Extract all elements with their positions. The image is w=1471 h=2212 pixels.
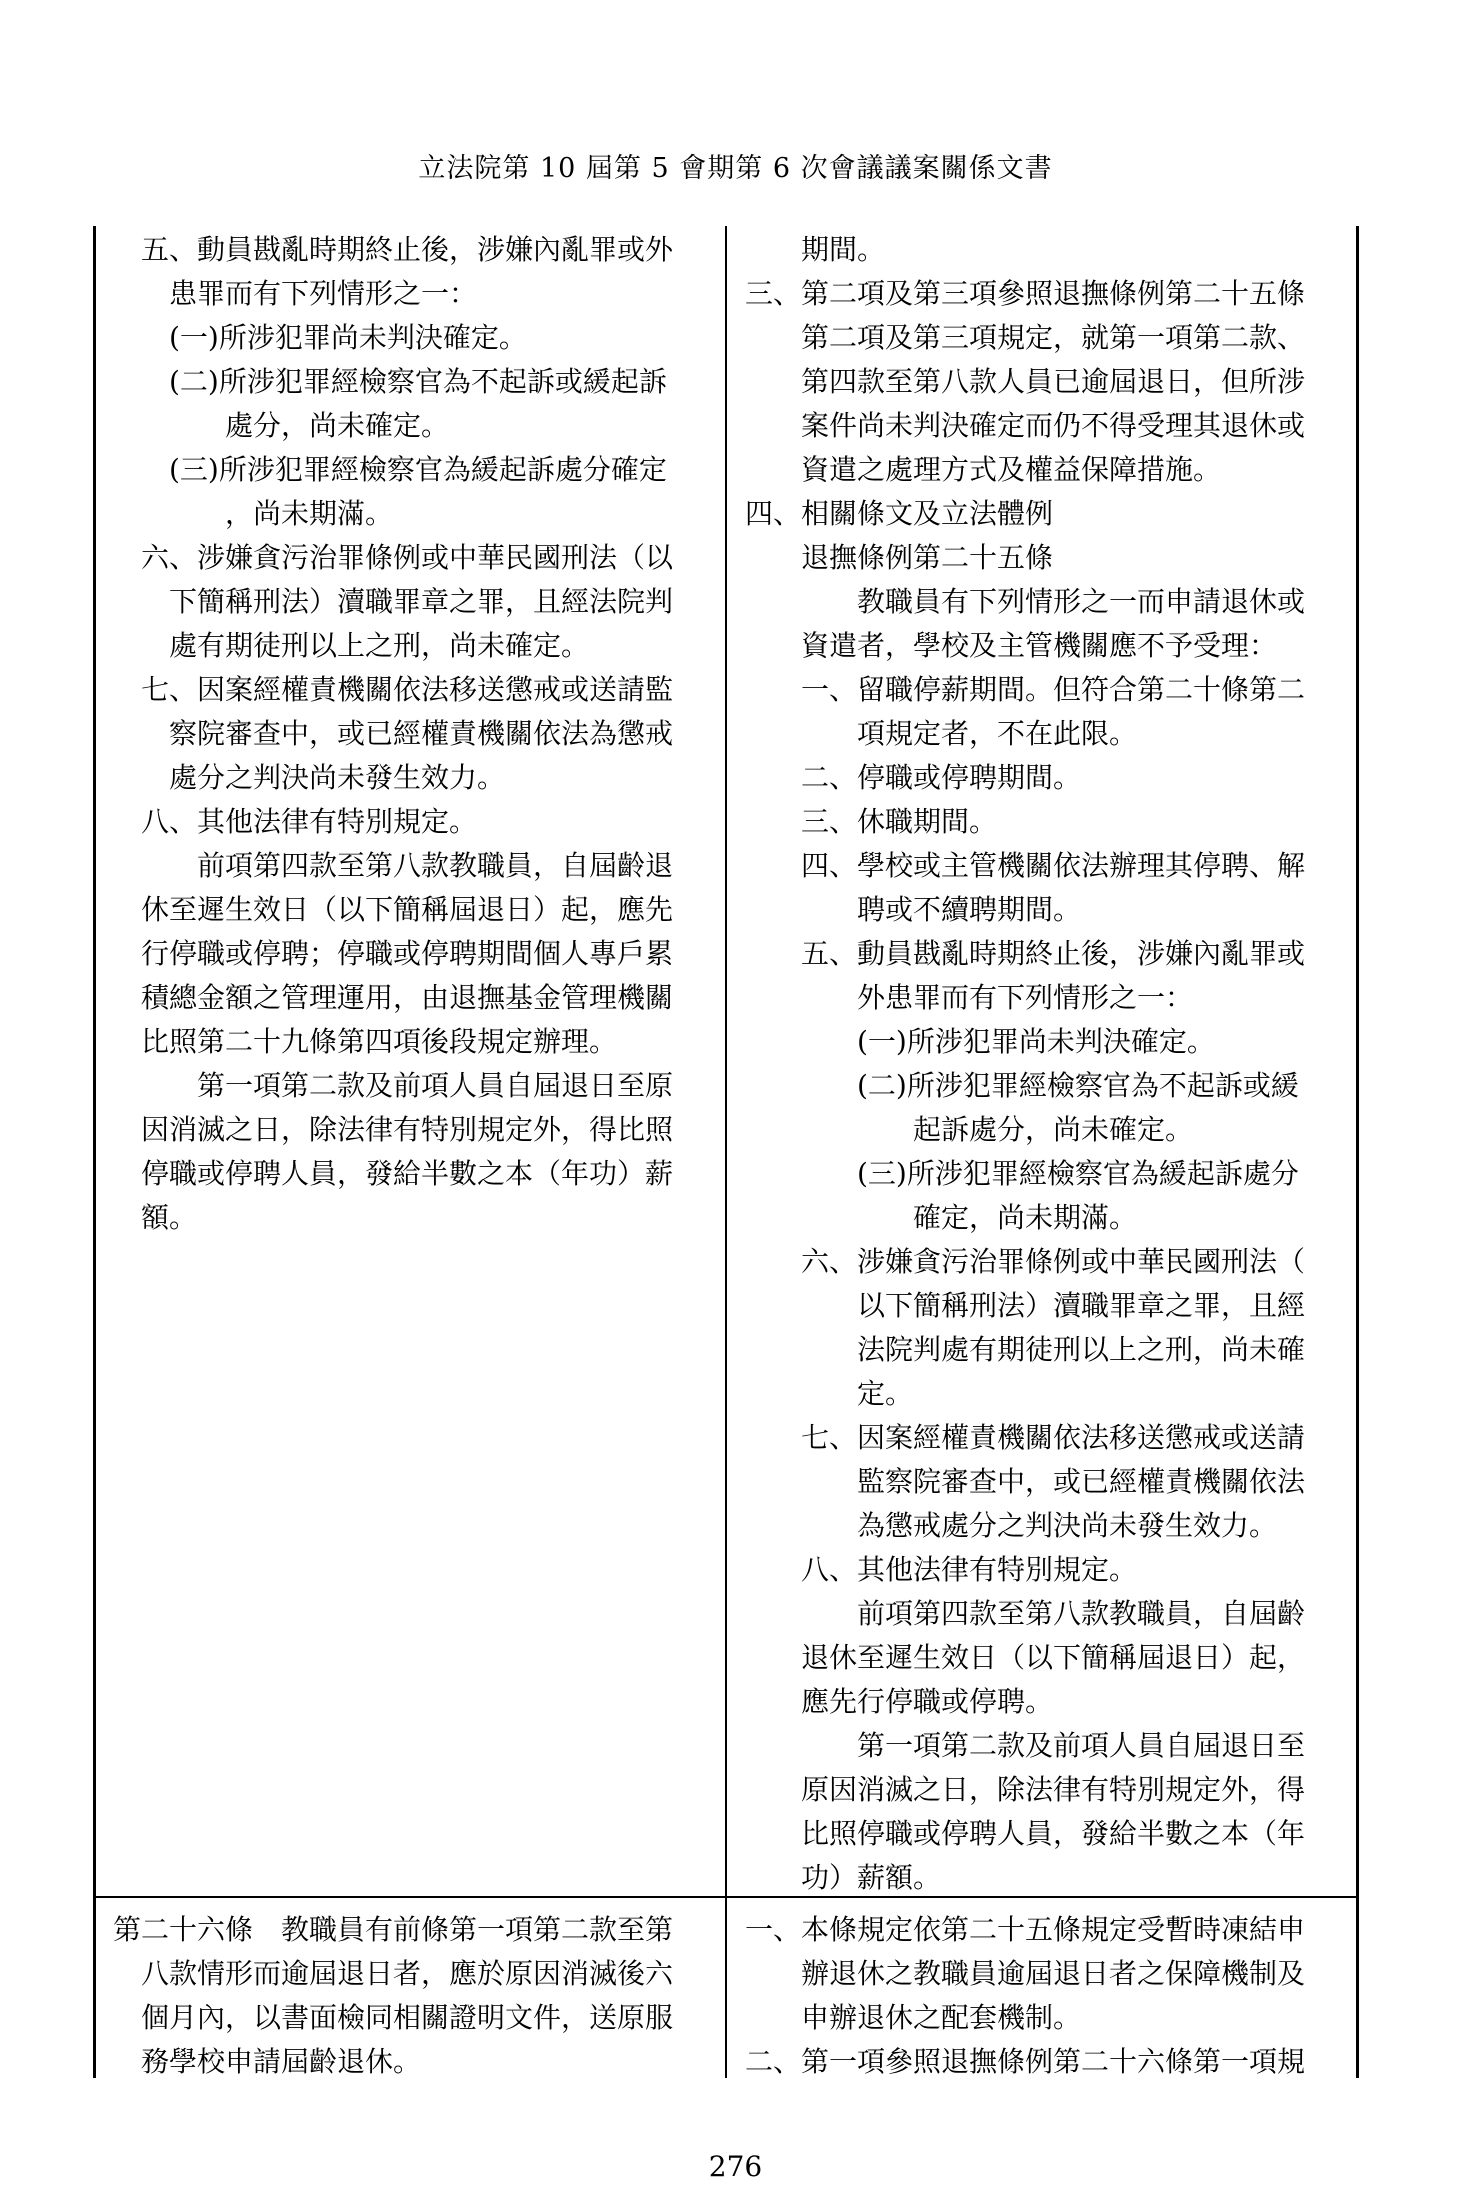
text-line: 七、因案經權責機關依法移送懲戒或送請監 <box>113 673 674 706</box>
text-line: 辦退休之教職員逾屆退日者之保障機制及 <box>745 1957 1306 1990</box>
text-line: 監察院審查中，或已經權責機關依法 <box>745 1465 1306 1498</box>
text-line: 確定，尚未期滿。 <box>745 1201 1138 1234</box>
text-line: ，尚未期滿。 <box>113 497 394 530</box>
table-right-border <box>1356 226 1359 2078</box>
text-line: 比照第二十九條第四項後段規定辦理。 <box>113 1025 618 1058</box>
text-line: 八款情形而逾屆退日者，應於原因消滅後六 <box>113 1957 674 1990</box>
text-line: 第一項第二款及前項人員自屆退日至原 <box>113 1069 674 1102</box>
text-line: 務學校申請屆齡退休。 <box>113 2045 422 2078</box>
text-line: 因消滅之日，除法律有特別規定外，得比照 <box>113 1113 674 1146</box>
text-line: 一、留職停薪期間。但符合第二十條第二 <box>745 673 1306 706</box>
text-line: 起訴處分，尚未確定。 <box>745 1113 1194 1146</box>
text-line: 比照停職或停聘人員，發給半數之本（年 <box>745 1817 1306 1850</box>
table-column-divider <box>725 226 727 2078</box>
text-line: 案件尚未判決確定而仍不得受理其退休或 <box>745 409 1306 442</box>
text-line: 處有期徒刑以上之刑，尚未確定。 <box>113 629 590 662</box>
text-line: 為懲戒處分之判決尚未發生效力。 <box>745 1509 1278 1542</box>
text-line: 行停職或停聘；停職或停聘期間個人專戶累 <box>113 937 674 970</box>
document-header: 立法院第 10 屆第 5 會期第 6 次會議議案關係文書 <box>418 153 1053 184</box>
text-line: 休至遲生效日（以下簡稱屆退日）起，應先 <box>113 893 674 926</box>
text-line: 資遣者，學校及主管機關應不予受理： <box>745 629 1278 662</box>
text-line: 六、涉嫌貪污治罪條例或中華民國刑法（ <box>745 1245 1306 1278</box>
text-line: 教職員有下列情形之一而申請退休或 <box>745 585 1306 618</box>
text-line: 期間。 <box>745 233 886 266</box>
text-line: 第四款至第八款人員已逾屆退日，但所涉 <box>745 365 1306 398</box>
explanation-cell-top <box>745 228 1341 1900</box>
text-line: 退休至遲生效日（以下簡稱屆退日）起， <box>745 1641 1306 1674</box>
text-line: 申辦退休之配套機制。 <box>745 2001 1082 2034</box>
text-line: 停職或停聘人員，發給半數之本（年功）薪 <box>113 1157 674 1190</box>
text-line: 二、停職或停聘期間。 <box>745 761 1082 794</box>
text-line: 八、其他法律有特別規定。 <box>113 805 478 838</box>
text-line: 二、第一項參照退撫條例第二十六條第一項規 <box>745 2045 1306 2078</box>
text-line: 五、動員戡亂時期終止後，涉嫌內亂罪或外 <box>113 233 674 266</box>
text-line: 一、本條規定依第二十五條規定受暫時凍結申 <box>745 1913 1306 1946</box>
text-line: 三、休職期間。 <box>745 805 998 838</box>
text-line: 前項第四款至第八款教職員，自屆齡退 <box>113 849 674 882</box>
text-line: 七、因案經權責機關依法移送懲戒或送請 <box>745 1421 1306 1454</box>
text-line: 六、涉嫌貪污治罪條例或中華民國刑法（以 <box>113 541 674 574</box>
text-line: 定。 <box>745 1377 914 1410</box>
text-line: 第二項及第三項規定，就第一項第二款、 <box>745 321 1306 354</box>
text-line: 下簡稱刑法）瀆職罪章之罪，且經法院判 <box>113 585 674 618</box>
text-line: 額。 <box>113 1201 198 1234</box>
draft-article-cell-top <box>113 228 709 1240</box>
text-line: 以下簡稱刑法）瀆職罪章之罪，且經 <box>745 1289 1306 1322</box>
comparison-table <box>93 226 1359 2078</box>
text-line: (二)所涉犯罪經檢察官為不起訴或緩起訴 <box>113 365 667 398</box>
text-line: (二)所涉犯罪經檢察官為不起訴或緩 <box>745 1069 1299 1102</box>
text-line: 八、其他法律有特別規定。 <box>745 1553 1138 1586</box>
text-line: 處分，尚未確定。 <box>113 409 450 442</box>
text-line: (三)所涉犯罪經檢察官為緩起訴處分確定 <box>113 453 667 486</box>
text-line: 個月內，以書面檢同相關證明文件，送原服 <box>113 2001 674 2034</box>
text-line: 第二十六條 教職員有前條第一項第二款至第 <box>113 1913 674 1946</box>
text-line: 五、動員戡亂時期終止後，涉嫌內亂罪或 <box>745 937 1306 970</box>
text-line: 積總金額之管理運用，由退撫基金管理機關 <box>113 981 674 1014</box>
text-line: (一)所涉犯罪尚未判決確定。 <box>745 1025 1215 1058</box>
text-line: 前項第四款至第八款教職員，自屆齡 <box>745 1597 1306 1630</box>
text-line: 四、學校或主管機關依法辦理其停聘、解 <box>745 849 1306 882</box>
text-line: 第一項第二款及前項人員自屆退日至 <box>745 1729 1306 1762</box>
text-line: 察院審查中，或已經權責機關依法為懲戒 <box>113 717 674 750</box>
text-line: 功）薪額。 <box>745 1861 942 1894</box>
text-line: (三)所涉犯罪經檢察官為緩起訴處分 <box>745 1157 1299 1190</box>
text-line: 外患罪而有下列情形之一： <box>745 981 1194 1014</box>
text-line: 處分之判決尚未發生效力。 <box>113 761 506 794</box>
text-line: 患罪而有下列情形之一： <box>113 277 478 310</box>
text-line: 聘或不續聘期間。 <box>745 893 1082 926</box>
text-line: 三、第二項及第三項參照退撫條例第二十五條 <box>745 277 1306 310</box>
text-line: 退撫條例第二十五條 <box>745 541 1054 574</box>
table-left-border <box>93 226 96 2078</box>
text-line: 四、相關條文及立法體例 <box>745 497 1054 530</box>
page-number: 276 <box>708 2150 763 2183</box>
text-line: 應先行停職或停聘。 <box>745 1685 1054 1718</box>
text-line: 資遣之處理方式及權益保障措施。 <box>745 453 1222 486</box>
text-line: 原因消滅之日，除法律有特別規定外，得 <box>745 1773 1306 1806</box>
explanation-cell-bottom <box>745 1908 1341 2084</box>
text-line: 法院判處有期徒刑以上之刑，尚未確 <box>745 1333 1306 1366</box>
draft-article-cell-bottom <box>113 1908 709 2084</box>
text-line: 項規定者，不在此限。 <box>745 717 1138 750</box>
text-line: (一)所涉犯罪尚未判決確定。 <box>113 321 527 354</box>
